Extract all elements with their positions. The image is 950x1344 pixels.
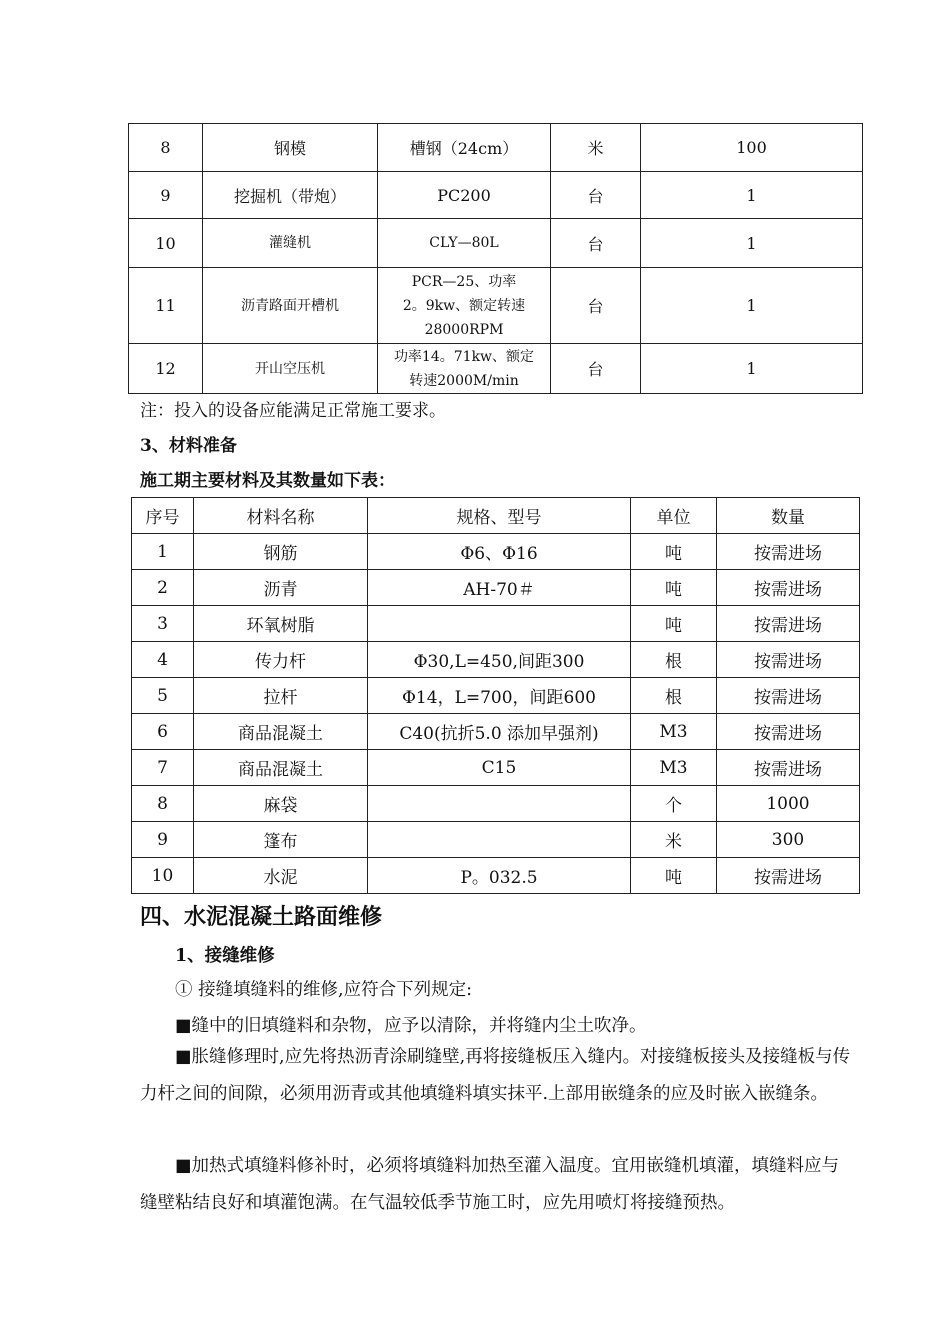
cell-unit: 个 xyxy=(631,786,717,822)
table-header-row xyxy=(132,498,860,534)
cell-unit: 根 xyxy=(631,678,717,714)
cell-no: 5 xyxy=(132,678,194,714)
cell-no: 10 xyxy=(132,858,194,894)
subsection-title: 1、接缝维修 xyxy=(175,946,275,966)
cell-unit: 米 xyxy=(551,124,641,172)
cell-no: 9 xyxy=(129,172,203,219)
table-row xyxy=(129,268,863,344)
cell-spec: C15 xyxy=(368,750,631,786)
cell-unit: 台 xyxy=(551,268,641,344)
cell-name: 篷布 xyxy=(194,822,368,858)
cell-spec: PC200 xyxy=(378,172,551,219)
cell-spec: Φ30,L=450,间距300 xyxy=(368,642,631,678)
header-cell: 单位 xyxy=(631,498,717,534)
cell-name: 沥青 xyxy=(194,570,368,606)
table-row xyxy=(132,822,860,858)
paragraph: ■加热式填缝料修补时，必须将填缝料加热至灌入温度。宜用嵌缝机填灌，填缝料应与缝壁粘结良好和填灌饱满。在气温较低季节施工时，应先用喷灯将接缝预热。 xyxy=(140,1156,840,1213)
header-cell: 规格、型号 xyxy=(368,498,631,534)
materials-table-body xyxy=(132,498,860,894)
cell-unit: 台 xyxy=(551,219,641,268)
table-row xyxy=(129,124,863,172)
spec-line: 28000RPM xyxy=(424,321,504,338)
cell-name: 钢模 xyxy=(203,124,378,172)
cell-name: 商品混凝土 xyxy=(194,750,368,786)
cell-no: 6 xyxy=(132,714,194,750)
cell-unit: M3 xyxy=(631,750,717,786)
cell-qty: 按需进场 xyxy=(717,714,860,750)
cell-spec xyxy=(378,268,551,344)
cell-unit: 台 xyxy=(551,344,641,394)
cell-qty: 1 xyxy=(641,344,863,394)
paragraph: ■缝中的旧填缝料和杂物，应予以清除，并将缝内尘土吹净。 xyxy=(175,1016,647,1036)
cell-no: 1 xyxy=(132,534,194,570)
cell-spec xyxy=(378,344,551,394)
cell-spec: AH-70＃ xyxy=(368,570,631,606)
cell-no: 12 xyxy=(129,344,203,394)
header-cell: 材料名称 xyxy=(194,498,368,534)
cell-spec: Φ14，L=700，间距600 xyxy=(368,678,631,714)
cell-unit: M3 xyxy=(631,714,717,750)
cell-unit: 吨 xyxy=(631,570,717,606)
cell-unit: 根 xyxy=(631,642,717,678)
spec-line: 功率14。71kw、额定 xyxy=(393,348,535,365)
cell-unit: 吨 xyxy=(631,534,717,570)
cell-spec: Φ6、Φ16 xyxy=(368,534,631,570)
spec-line: 2。9kw、额定转速 xyxy=(402,297,526,314)
table-caption: 施工期主要材料及其数量如下表： xyxy=(140,471,395,491)
cell-spec xyxy=(368,786,631,822)
section-title-materials: 3、材料准备 xyxy=(140,436,237,456)
cell-spec: 槽钢（24cm） xyxy=(378,124,551,172)
cell-no: 7 xyxy=(132,750,194,786)
cell-no: 4 xyxy=(132,642,194,678)
table-row xyxy=(132,786,860,822)
table-row xyxy=(129,344,863,394)
cell-qty: 100 xyxy=(641,124,863,172)
cell-no: 11 xyxy=(129,268,203,344)
cell-name: 商品混凝土 xyxy=(194,714,368,750)
cell-name: 麻袋 xyxy=(194,786,368,822)
table-row xyxy=(129,172,863,219)
cell-qty: 1 xyxy=(641,268,863,344)
cell-no: 10 xyxy=(129,219,203,268)
cell-name: 传力杆 xyxy=(194,642,368,678)
cell-no: 3 xyxy=(132,606,194,642)
cell-no: 9 xyxy=(132,822,194,858)
table-row xyxy=(132,678,860,714)
cell-spec: C40(抗折5.0 添加早强剂) xyxy=(368,714,631,750)
cell-name: 挖掘机（带炮） xyxy=(203,172,378,219)
cell-qty: 按需进场 xyxy=(717,678,860,714)
table-row xyxy=(132,534,860,570)
cell-qty: 300 xyxy=(717,822,860,858)
equipment-note: 注：投入的设备应能满足正常施工要求。 xyxy=(140,401,446,421)
header-cell: 序号 xyxy=(132,498,194,534)
cell-spec: CLY—80L xyxy=(378,219,551,268)
cell-qty: 按需进场 xyxy=(717,750,860,786)
cell-no: 8 xyxy=(132,786,194,822)
table-row xyxy=(132,606,860,642)
cell-name: 开山空压机 xyxy=(203,344,378,394)
cell-qty: 1000 xyxy=(717,786,860,822)
cell-name: 拉杆 xyxy=(194,678,368,714)
cell-name: 环氧树脂 xyxy=(194,606,368,642)
equipment-table xyxy=(128,123,863,394)
cell-no: 8 xyxy=(129,124,203,172)
cell-qty: 按需进场 xyxy=(717,570,860,606)
cell-qty: 按需进场 xyxy=(717,858,860,894)
section-heading-4: 四、水泥混凝土路面维修 xyxy=(140,904,383,930)
cell-name: 灌缝机 xyxy=(203,219,378,268)
table-row xyxy=(132,714,860,750)
spec-line: 转速2000M/min xyxy=(409,372,519,389)
header-cell: 数量 xyxy=(717,498,860,534)
materials-table xyxy=(131,497,860,894)
table-row xyxy=(129,219,863,268)
paragraph: ■胀缝修理时,应先将热沥青涂刷缝壁,再将接缝板压入缝内。对接缝板接头及接缝板与传力杆之间的间隙，必须用沥青或其他填缝料填实抹平.上部用嵌缝条的应及时嵌入嵌缝条。 xyxy=(140,1047,851,1104)
table-row xyxy=(132,858,860,894)
cell-name: 水泥 xyxy=(194,858,368,894)
cell-unit: 米 xyxy=(631,822,717,858)
cell-qty: 按需进场 xyxy=(717,642,860,678)
cell-qty: 1 xyxy=(641,219,863,268)
cell-unit: 吨 xyxy=(631,858,717,894)
cell-qty: 1 xyxy=(641,172,863,219)
list-item: ① 接缝填缝料的维修,应符合下列规定: xyxy=(175,980,473,1000)
cell-spec xyxy=(368,822,631,858)
cell-qty: 按需进场 xyxy=(717,534,860,570)
cell-name: 钢筋 xyxy=(194,534,368,570)
table-row xyxy=(132,750,860,786)
cell-no: 2 xyxy=(132,570,194,606)
cell-spec: P。032.5 xyxy=(368,858,631,894)
spec-line: PCR—25、功率 xyxy=(411,273,517,290)
cell-unit: 台 xyxy=(551,172,641,219)
cell-name: 沥青路面开槽机 xyxy=(203,268,378,344)
cell-qty: 按需进场 xyxy=(717,606,860,642)
table-row xyxy=(132,642,860,678)
cell-unit: 吨 xyxy=(631,606,717,642)
table-row xyxy=(132,570,860,606)
cell-spec xyxy=(368,606,631,642)
